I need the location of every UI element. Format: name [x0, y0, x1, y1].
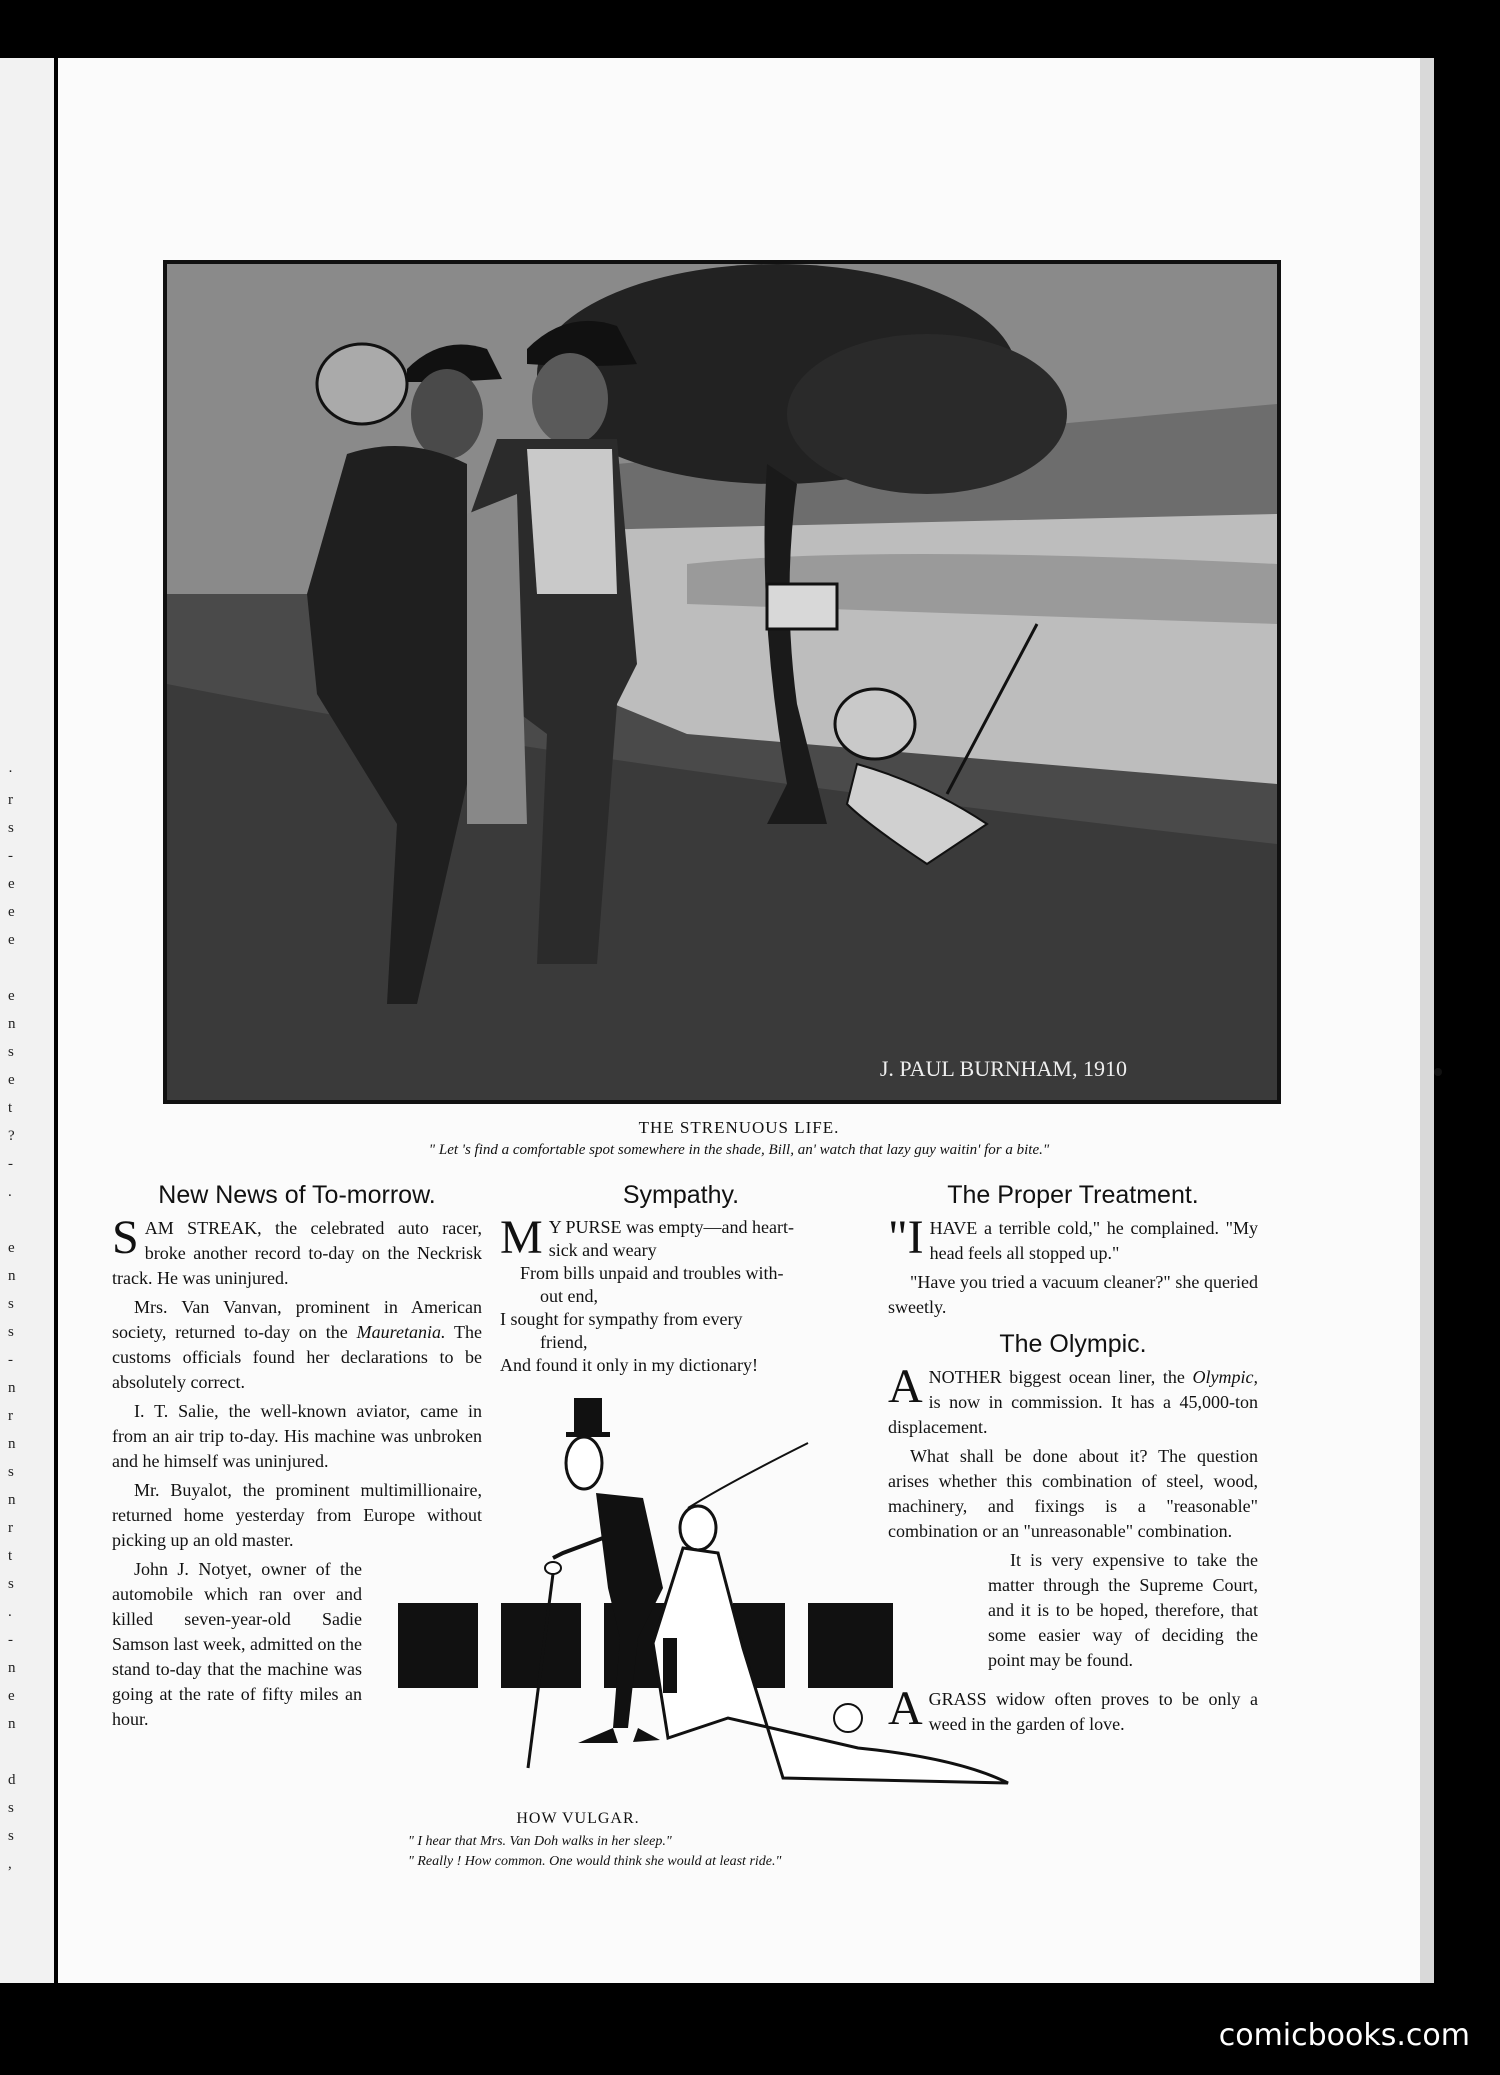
- drop-cap-s: S: [112, 1211, 139, 1264]
- middle-heading: Sympathy.: [622, 1181, 740, 1209]
- sam-streak-paragraph: [112, 1211, 482, 1291]
- olympic-text-b: is now in commission. It has a 45,000-ton displacement.: [888, 1392, 1258, 1437]
- proper-treatment-text: HAVE a terrible cold," he complained. "My head feels all stopped up.": [929, 1218, 1258, 1263]
- ship-name-mauretania: Mauretania.: [356, 1322, 446, 1342]
- poem-line: out end,: [540, 1286, 598, 1306]
- cartoon-title: HOW VULGAR.: [516, 1810, 640, 1827]
- middle-column: [500, 1183, 862, 1377]
- illustration-caption: " Let 's find a comfortable spot somewhere in the shade, Bill, an' watch that lazy guy waitin' for a bite.": [428, 1142, 1050, 1158]
- poem-line: Y PURSE was empty—and heart-: [548, 1217, 794, 1237]
- proper-treatment-paragraph: [888, 1211, 1258, 1266]
- ship-name-olympic: Olympic,: [1192, 1367, 1258, 1387]
- magazine-page: [58, 58, 1420, 1983]
- left-heading: New News of To-morrow.: [158, 1181, 436, 1209]
- proper-treatment-reply: "Have you tried a vacuum cleaner?" she queried sweetly.: [888, 1272, 1258, 1317]
- strenuous-life-illustration: [163, 260, 1281, 1104]
- previous-page-text-fragments: · r s - e e e e n s e t ? - . e n s s - n r n s n r t s . - n e n d s s ,: [8, 764, 16, 1872]
- olympic-paragraph-1: [888, 1360, 1258, 1440]
- poem-line: From bills unpaid and troubles with-: [520, 1263, 784, 1283]
- illustration-signature: J. PAUL BURNHAM, 1910: [879, 1056, 1127, 1081]
- olympic-heading: The Olympic.: [999, 1330, 1147, 1358]
- olympic-paragraph-3: It is very expensive to take the matter through the Supreme Court, and it is to be hoped, therefore, that some easier way of deciding the point may be found.: [988, 1550, 1258, 1670]
- drop-cap-quote-i: "I: [888, 1211, 924, 1264]
- van-vanvan-paragraph: [112, 1295, 482, 1395]
- van-vanvan-text-b: The customs officials found her declarations to be absolutely correct.: [112, 1322, 482, 1392]
- notyet-paragraph: John J. Notyet, owner of the automobile which ran over and killed seven-year-old Sadie Samson last week, admitted on the stand to-day that the machine was going at the rate of fifty miles an hour.: [112, 1559, 362, 1729]
- poem-line: I sought for sympathy from every: [500, 1309, 743, 1329]
- illustration-drawing: [167, 264, 1277, 1100]
- page-speck: [1434, 1068, 1442, 1076]
- poem-line: And found it only in my dictionary!: [500, 1355, 758, 1375]
- cartoon-caption: [408, 1832, 1028, 1872]
- sam-streak-text: AM STREAK, the celebrated auto racer, broke another record to-day on the Neckrisk track. He was uninjured.: [112, 1218, 482, 1288]
- drop-cap-a: A: [888, 1682, 923, 1735]
- sympathy-poem: [500, 1211, 862, 1377]
- poem-line: friend,: [540, 1332, 588, 1352]
- olympic-text-a: NOTHER biggest ocean liner, the: [928, 1367, 1185, 1387]
- drop-cap-m: M: [500, 1211, 543, 1264]
- salie-paragraph: I. T. Salie, the well-known aviator, came in from an air trip to-day. His machine was unbroken and he himself was uninjured.: [112, 1401, 482, 1471]
- previous-page-edge: [0, 58, 54, 1983]
- cartoon-caption-line-2: " Really ! How common. One would think she would at least ride.": [408, 1854, 782, 1869]
- watermark-text: comicbooks.com: [1218, 2018, 1470, 2053]
- illustration-title: THE STRENUOUS LIFE.: [638, 1118, 840, 1137]
- van-vanvan-text-a: Mrs. Van Vanvan, prominent in American society, returned to-day on the: [112, 1297, 482, 1342]
- right-column: [888, 1183, 1258, 1741]
- drop-cap-a: A: [888, 1360, 923, 1413]
- olympic-paragraph-2: What shall be done about it? The question arises whether this combination of steel, wood, machinery, and fixings is a "reasonable" combination or an "unreasonable" combination.: [888, 1446, 1258, 1541]
- page-binding-edge: [1420, 58, 1434, 1983]
- proper-treatment-heading: The Proper Treatment.: [947, 1181, 1199, 1209]
- grass-widow-text: GRASS widow often proves to be only a weed in the garden of love.: [928, 1689, 1258, 1734]
- cartoon-caption-line-1: " I hear that Mrs. Van Doh walks in her sleep.": [408, 1834, 672, 1849]
- buyalot-paragraph: Mr. Buyalot, the prominent multimillionaire, returned home yesterday from Europe without picking up an old master.: [112, 1480, 482, 1550]
- grass-widow-paragraph: [888, 1682, 1258, 1737]
- poem-line: sick and weary: [548, 1240, 657, 1260]
